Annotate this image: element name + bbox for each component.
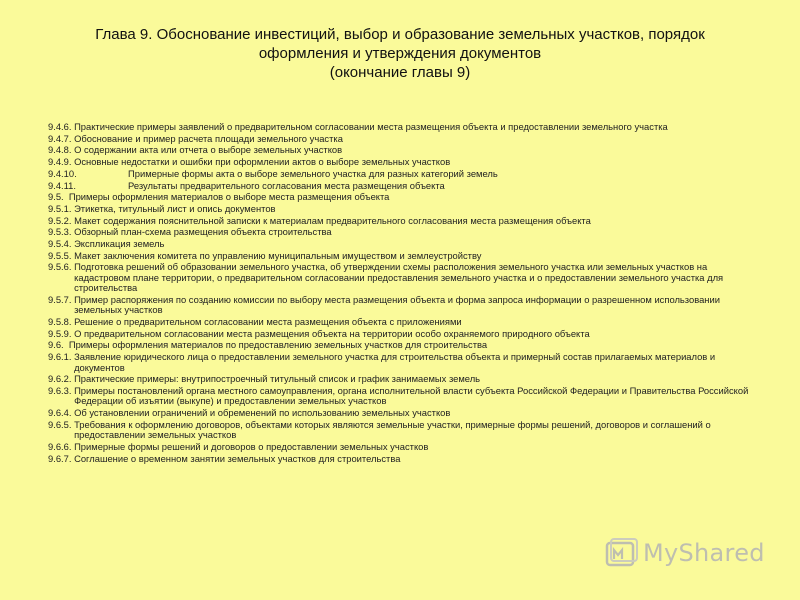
toc-entry-text: Требования к оформлению договоров, объектами которых являются земельные участки, примерные формы решений, договоров и соглашений о предоставлении земельных участков [74, 418, 711, 441]
toc-entry-text: Об установлении ограничений и обременений по использованию земельных участков [74, 407, 451, 419]
toc-entry [48, 420, 753, 441]
toc-entry-text: Результаты предварительного согласования места размещения объекта [128, 179, 445, 191]
toc-entry [48, 340, 753, 350]
toc-entry-number: 9.6. [48, 339, 69, 351]
toc-entry [48, 227, 753, 237]
toc-entry-text: Решение о предварительном согласовании места размещения объекта с приложениями [74, 316, 462, 328]
toc-entry-text: Этикетка, титульный лист и опись документов [74, 202, 276, 214]
toc-entry-number: 9.4.7. [48, 132, 75, 144]
toc-entry-text: Практические примеры: внутрипостроечный титульный список и график занимаемых земель [74, 373, 481, 385]
toc-entry [48, 169, 753, 179]
toc-entry-text: Подготовка решений об образовании земельного участка, об утверждении схемы расположения земельного участка или земельных участков на кадастровом плане территории, о предварительном согласовании предоставления земельного участка и о предоставлении земельного участка для строительства [74, 261, 724, 294]
toc-entry [48, 192, 753, 202]
toc-entry [48, 134, 753, 144]
title-line-1: Глава 9. Обоснование инвестиций, выбор и образование земельных участков, порядок [95, 26, 705, 43]
toc-entry [48, 352, 753, 373]
toc-entry [48, 181, 753, 191]
toc-entry-number: 9.5.1. [48, 202, 75, 214]
toc-entry-number: 9.5.6. [48, 261, 75, 273]
watermark-text: MyShared [643, 539, 765, 567]
toc-entry-text: Примеры постановлений органа местного самоуправления, органа исполнительной власти субъекта Российской Федерации и Правительства Российской Федерации об изъятии (выкупе) и предоставлении земельных участков [74, 384, 749, 407]
toc-entry-number: 9.4.9. [48, 156, 75, 168]
toc-entry-text: Пример распоряжения по созданию комиссии по выбору места размещения объекта и форма запроса информации о разрешенном использовании земельных участков [74, 293, 720, 316]
toc-entry-text: Основные недостатки и ошибки при оформлении актов о выборе земельных участков [74, 156, 451, 168]
toc-entry [48, 374, 753, 384]
toc-entry-text: О содержании акта или отчета о выборе земельных участков [74, 144, 343, 156]
title-line-3: (окончание главы 9) [329, 64, 471, 81]
toc-entry-number: 9.6.5. [48, 418, 75, 430]
toc-entry-number: 9.4.8. [48, 144, 75, 156]
toc-entry-text: Примерные формы решений и договоров о предоставлении земельных участков [74, 440, 429, 452]
toc-entry-number: 9.5.8. [48, 316, 75, 328]
toc-entry-text: О предварительном согласовании места размещения объекта на территории особо охраняемого природного объекта [74, 327, 590, 339]
toc-entry [48, 454, 753, 464]
toc-entry-number: 9.5.4. [48, 238, 75, 250]
toc-entry-number: 9.6.3. [48, 384, 75, 396]
toc-entry-text: Обзорный план-схема размещения объекта строительства [74, 226, 332, 238]
toc-entry-text: Соглашение о временном занятии земельных участков для строительства [74, 452, 401, 464]
toc-entry-number: 9.5.3. [48, 226, 75, 238]
toc-entry-number: 9.5.9. [48, 327, 75, 339]
toc-entry-text: Примеры оформления материалов по предоставлению земельных участков для строительства [68, 339, 488, 351]
myshared-logo-icon [605, 537, 639, 569]
toc-entry-number: 9.4.6. [48, 121, 75, 132]
toc-entry [48, 204, 753, 214]
toc-entry [48, 157, 753, 167]
toc-entry-number: 9.5.5. [48, 249, 75, 261]
toc-entry [48, 251, 753, 261]
toc-entry [48, 122, 753, 132]
toc-entry-number: 9.6.7. [48, 452, 75, 464]
toc-entry [48, 145, 753, 155]
toc-entry [48, 317, 753, 327]
toc-entry [48, 408, 753, 418]
toc-entry-number: 9.5. [48, 191, 69, 203]
toc-entry-number: 9.6.2. [48, 373, 75, 385]
toc-entry [48, 239, 753, 249]
toc-entry-number: 9.6.6. [48, 440, 75, 452]
watermark-logo [605, 537, 765, 569]
toc-entry-text: Экспликация земель [74, 238, 165, 250]
toc-entry [48, 262, 753, 293]
toc-entry [48, 216, 753, 226]
table-of-contents [48, 122, 753, 465]
toc-entry [48, 386, 753, 407]
title-line-2: оформления и утверждения документов [258, 45, 542, 62]
toc-entry-text: Практические примеры заявлений о предварительном согласовании места размещения объекта и предоставлении земельного участка [74, 121, 668, 132]
toc-entry-number: 9.4.10. [48, 167, 77, 179]
toc-entry [48, 442, 753, 452]
toc-entry-number: 9.4.11. [48, 179, 76, 191]
toc-entry-text: Обоснование и пример расчета площади земельного участка [74, 132, 343, 144]
toc-entry-text: Примеры оформления материалов о выборе места размещения объекта [68, 191, 390, 203]
toc-entry-text: Макет содержания пояснительной записки к материалам предварительного согласования места размещения объекта [74, 214, 591, 226]
toc-entry [48, 329, 753, 339]
toc-entry-number: 9.6.4. [48, 407, 75, 419]
toc-entry-number: 9.6.1. [48, 351, 75, 363]
document-title [40, 25, 760, 82]
toc-entry-number: 9.5.7. [48, 293, 75, 305]
toc-entry [48, 295, 753, 316]
toc-entry-text: Примерные формы акта о выборе земельного участка для разных категорий земель [128, 167, 498, 179]
toc-entry-number: 9.5.2. [48, 214, 75, 226]
toc-entry-text: Макет заключения комитета по управлению муниципальным имуществом и землеустройству [74, 249, 482, 261]
toc-entry-text: Заявление юридического лица о предоставлении земельного участка для строительства объекта и примерный состав прилагаемых материалов и документов [74, 351, 716, 373]
